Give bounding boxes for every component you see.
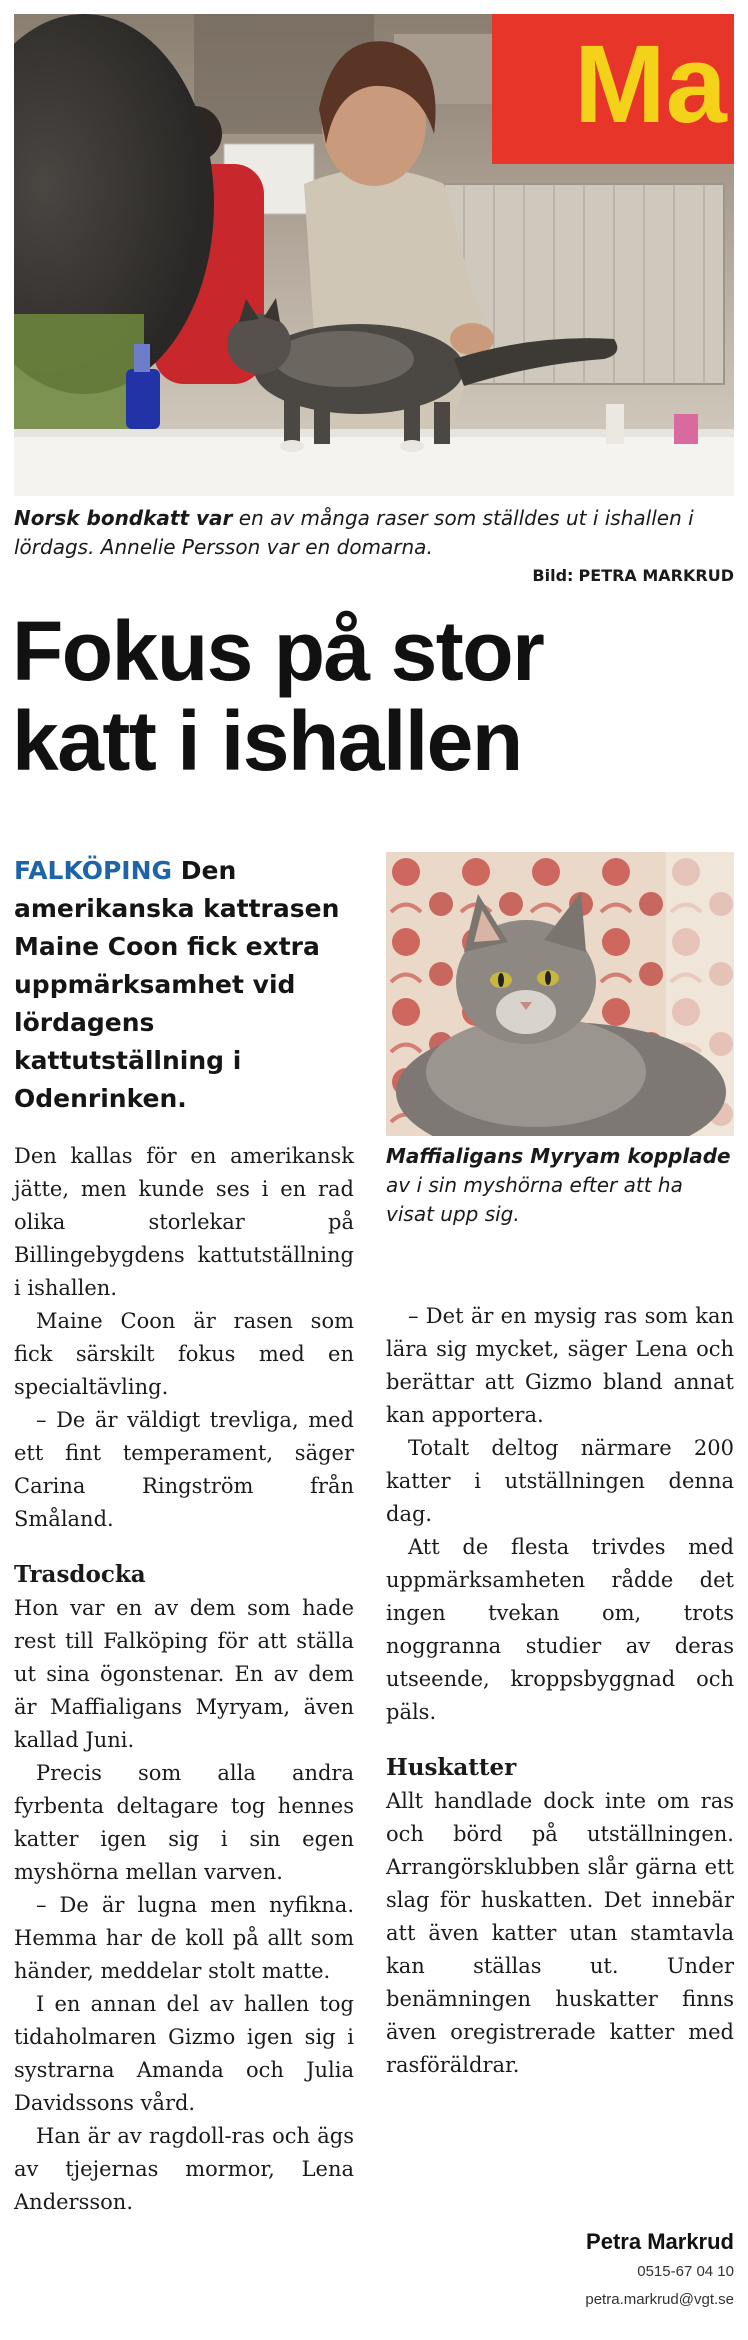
body-paragraph: I en annan del av hallen tog tidaholmaren Gizmo igen sig i systrarna Amanda och Julia Davidssons vård. — [14, 1992, 354, 2115]
quote-paragraph: – Det är en mysig ras som kan lära sig mycket, säger Lena och berättar att Gizmo bland annat kan apportera. — [386, 1304, 734, 1427]
author-phone: 0515-67 04 10 — [637, 2263, 734, 2280]
caption-right-text: av i sin myshörna efter att ha visat upp sig. — [386, 1173, 683, 1226]
quote-paragraph: – De är väldigt trevliga, med ett fint temperament, säger Carina Ringström från Småland. — [14, 1408, 354, 1531]
right-photo-caption — [386, 1142, 734, 1229]
headline-line-1: Fokus på stor — [12, 604, 544, 698]
lead-paragraph — [14, 852, 354, 1118]
body-paragraph: Att de flesta trivdes med uppmärksamheten rådde det ingen tvekan om, trots noggranna studier av deras utseende, kroppsbyggnad och päls. — [386, 1535, 734, 1724]
body-column-left — [14, 1140, 354, 2219]
body-column-right — [386, 1300, 734, 2082]
top-photo-caption — [14, 504, 734, 562]
banner-text: Ma — [574, 23, 727, 146]
cat-show-photo — [14, 14, 734, 496]
resting-cat-photo — [386, 852, 734, 1136]
credit-label: Bild: — [532, 566, 574, 585]
dateline: FALKÖPING — [14, 856, 173, 885]
subhead-trasdocka: Trasdocka — [14, 1561, 146, 1588]
quote-paragraph: – De är lugna men nyfikna. Hemma har de koll på allt som händer, meddelar stolt matte. — [14, 1893, 354, 1983]
right-photo — [386, 852, 734, 1136]
subhead-huskatter: Huskatter — [386, 1754, 517, 1781]
lead-text: Den amerikanska kattrasen Maine Coon fick extra uppmärksamhet vid lördagens kattutställning i Odenrinken. — [14, 856, 340, 1113]
body-paragraph: Totalt deltog närmare 200 katter i utställningen denna dag. — [386, 1436, 734, 1526]
headline-line-2: katt i ishallen — [12, 694, 522, 788]
top-photo — [14, 14, 734, 496]
photo-credit — [532, 566, 734, 585]
headline — [12, 606, 732, 786]
body-paragraph: Maine Coon är rasen som fick särskilt fokus med en specialtävling. — [14, 1309, 354, 1399]
byline — [585, 2226, 734, 2314]
body-paragraph: Allt handlade dock inte om ras och börd på utställningen. Arrangörsklubben slår gärna ett slag för huskatten. Det innebär att även katter utan stamtavla kan ställas ut. Under benämningen huskatter finns även oregistrerade katter med rasföräldrar. — [386, 1789, 734, 2077]
caption-bold: Norsk bondkatt var — [14, 506, 233, 530]
author-name: Petra Markrud — [586, 2229, 734, 2254]
body-paragraph: Hon var en av dem som hade rest till Falköping för att ställa ut sina ögonstenar. En av dem är Maffialigans Myryam, även kallad Juni. — [14, 1596, 354, 1752]
caption-right-bold: Maffialigans Myryam kopplade — [386, 1144, 731, 1168]
credit-name: PETRA MARKRUD — [578, 566, 734, 585]
author-email[interactable]: petra.markrud@vgt.se — [585, 2291, 734, 2308]
body-paragraph: Precis som alla andra fyrbenta deltagare tog hennes katter igen sig i sin egen myshörna mellan varven. — [14, 1761, 354, 1884]
caption-text: en av många raser som ställdes ut i ishallen i lördags. Annelie Persson var en domarna. — [14, 506, 694, 559]
body-paragraph: Han är av ragdoll-ras och ägs av tjejernas mormor, Lena Andersson. — [14, 2124, 354, 2214]
body-paragraph: Den kallas för en amerikansk jätte, men kunde ses i en rad olika storlekar på Billingebygdens kattutställning i ishallen. — [14, 1144, 354, 1300]
